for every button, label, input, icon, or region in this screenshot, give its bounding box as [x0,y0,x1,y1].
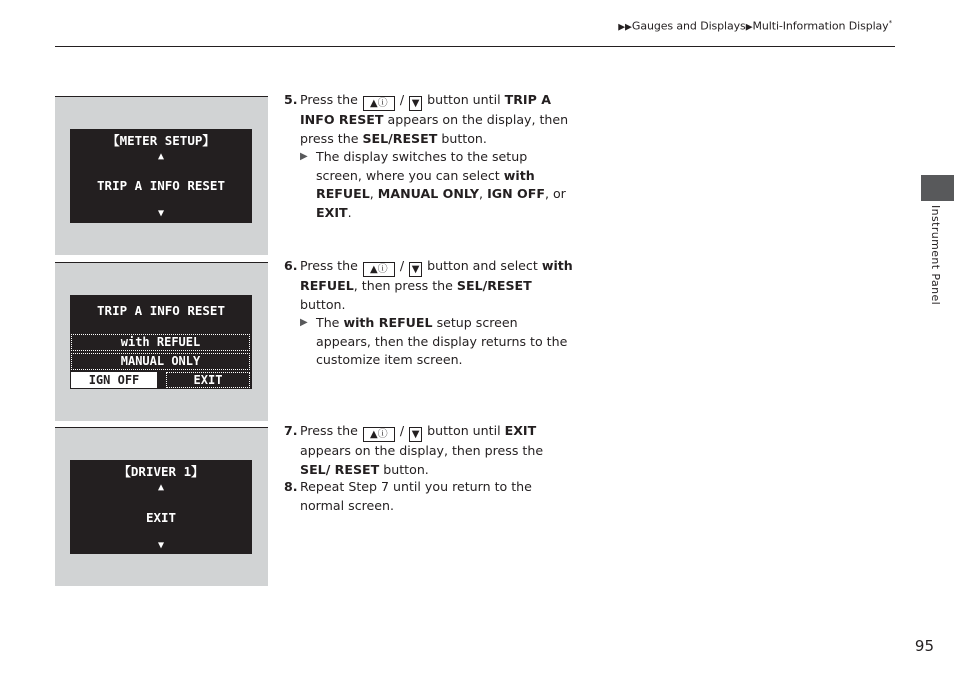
menu-item-name: TRIP A INFO RESET [300,92,551,127]
separator: / [399,258,405,273]
note-text: , [369,186,374,201]
screen-title: 【DRIVER 1】 [118,464,204,479]
button-name: SEL/RESET [362,130,438,146]
step-text: button. [441,130,487,146]
result-note [300,148,574,222]
up-info-button-icon: ▲ⓘ [363,427,395,442]
double-triangle-icon: ▶▶ [618,22,632,33]
separator: / [399,423,405,438]
display-screen [70,460,252,554]
note-text: The [316,315,340,330]
display-screen [70,129,252,223]
option-manual-only: MANUAL ONLY [71,353,250,370]
display-screen [70,295,252,389]
step-number: 7. [284,423,298,438]
screen-title: TRIP A INFO RESET [97,303,225,318]
breadcrumb-section[interactable]: Gauges and Displays [631,19,746,33]
step-text: appears on the display, then press the [300,443,544,458]
display-illustration-driver-1 [55,427,268,586]
step-text: button until [427,92,501,107]
option-name: MANUAL ONLY [377,186,480,201]
button-name: SEL/RESET [456,278,532,293]
note-text: , or [544,186,566,201]
step-text: Press the [300,258,358,273]
down-button-icon: ▼ [409,96,422,111]
side-tab [921,175,954,201]
step-6 [284,257,574,370]
display-illustration-trip-a-reset [55,262,268,421]
step-number: 6. [284,258,298,273]
down-button-icon: ▼ [409,427,422,442]
step-text: button. [383,461,429,477]
option-ign-off: IGN OFF [71,372,157,388]
breadcrumb [618,19,892,33]
option-name: IGN OFF [487,186,545,201]
screen-item: TRIP A INFO RESET [97,178,225,193]
screen-item: EXIT [145,510,177,525]
note-text: The display switches to the setup screen, where you can select [316,149,528,183]
up-arrow-icon: ▲ [157,151,165,162]
footnote-mark: * [888,19,892,27]
option-with-refuel: with REFUEL [71,334,250,351]
option-name: with REFUEL [343,315,433,330]
option-exit: EXIT [166,372,250,388]
step-number: 8. [284,479,298,494]
option-name: EXIT [316,204,348,220]
step-text: Press the [300,423,358,438]
breadcrumb-topic[interactable]: Multi-Information Display [752,19,889,33]
step-8 [284,478,574,515]
screen-title: 【METER SETUP】 [107,133,215,148]
note-text: setup screen appears, then the display returns to the customize item screen. [316,315,568,367]
up-info-button-icon: ▲ⓘ [363,262,395,277]
step-text: appears on the display, then press the [300,112,569,146]
step-7 [284,422,574,479]
step-text: Press the [300,92,358,107]
step-number: 5. [284,92,298,107]
step-text: button. [300,296,346,312]
step-text: Repeat Step 7 until you return to the normal screen. [300,479,532,513]
triangle-icon: ▶ [745,22,753,33]
separator: / [399,92,405,107]
note-text: . [347,204,352,220]
up-arrow-icon: ▲ [157,482,165,493]
step-text: button and select [427,258,538,273]
result-arrow-icon: ▶ [300,151,308,162]
step-text: button until [427,423,501,438]
display-illustration-meter-setup [55,96,268,255]
up-info-button-icon: ▲ⓘ [363,96,395,111]
result-arrow-icon: ▶ [300,317,308,328]
option-name: with REFUEL [316,167,535,201]
button-name: SEL/ RESET [300,461,380,477]
menu-item-name: EXIT [504,423,537,438]
side-tab-label: Instrument Panel [929,205,942,306]
down-arrow-icon: ▼ [157,540,165,551]
step-5 [284,91,574,222]
down-button-icon: ▼ [409,262,422,277]
step-text: , then press the [353,278,453,293]
result-note [300,314,574,370]
header-rule [55,46,895,47]
down-arrow-icon: ▼ [157,208,165,219]
option-name: with REFUEL [300,258,573,293]
note-text: , [479,186,484,201]
page-number: 95 [914,637,934,655]
